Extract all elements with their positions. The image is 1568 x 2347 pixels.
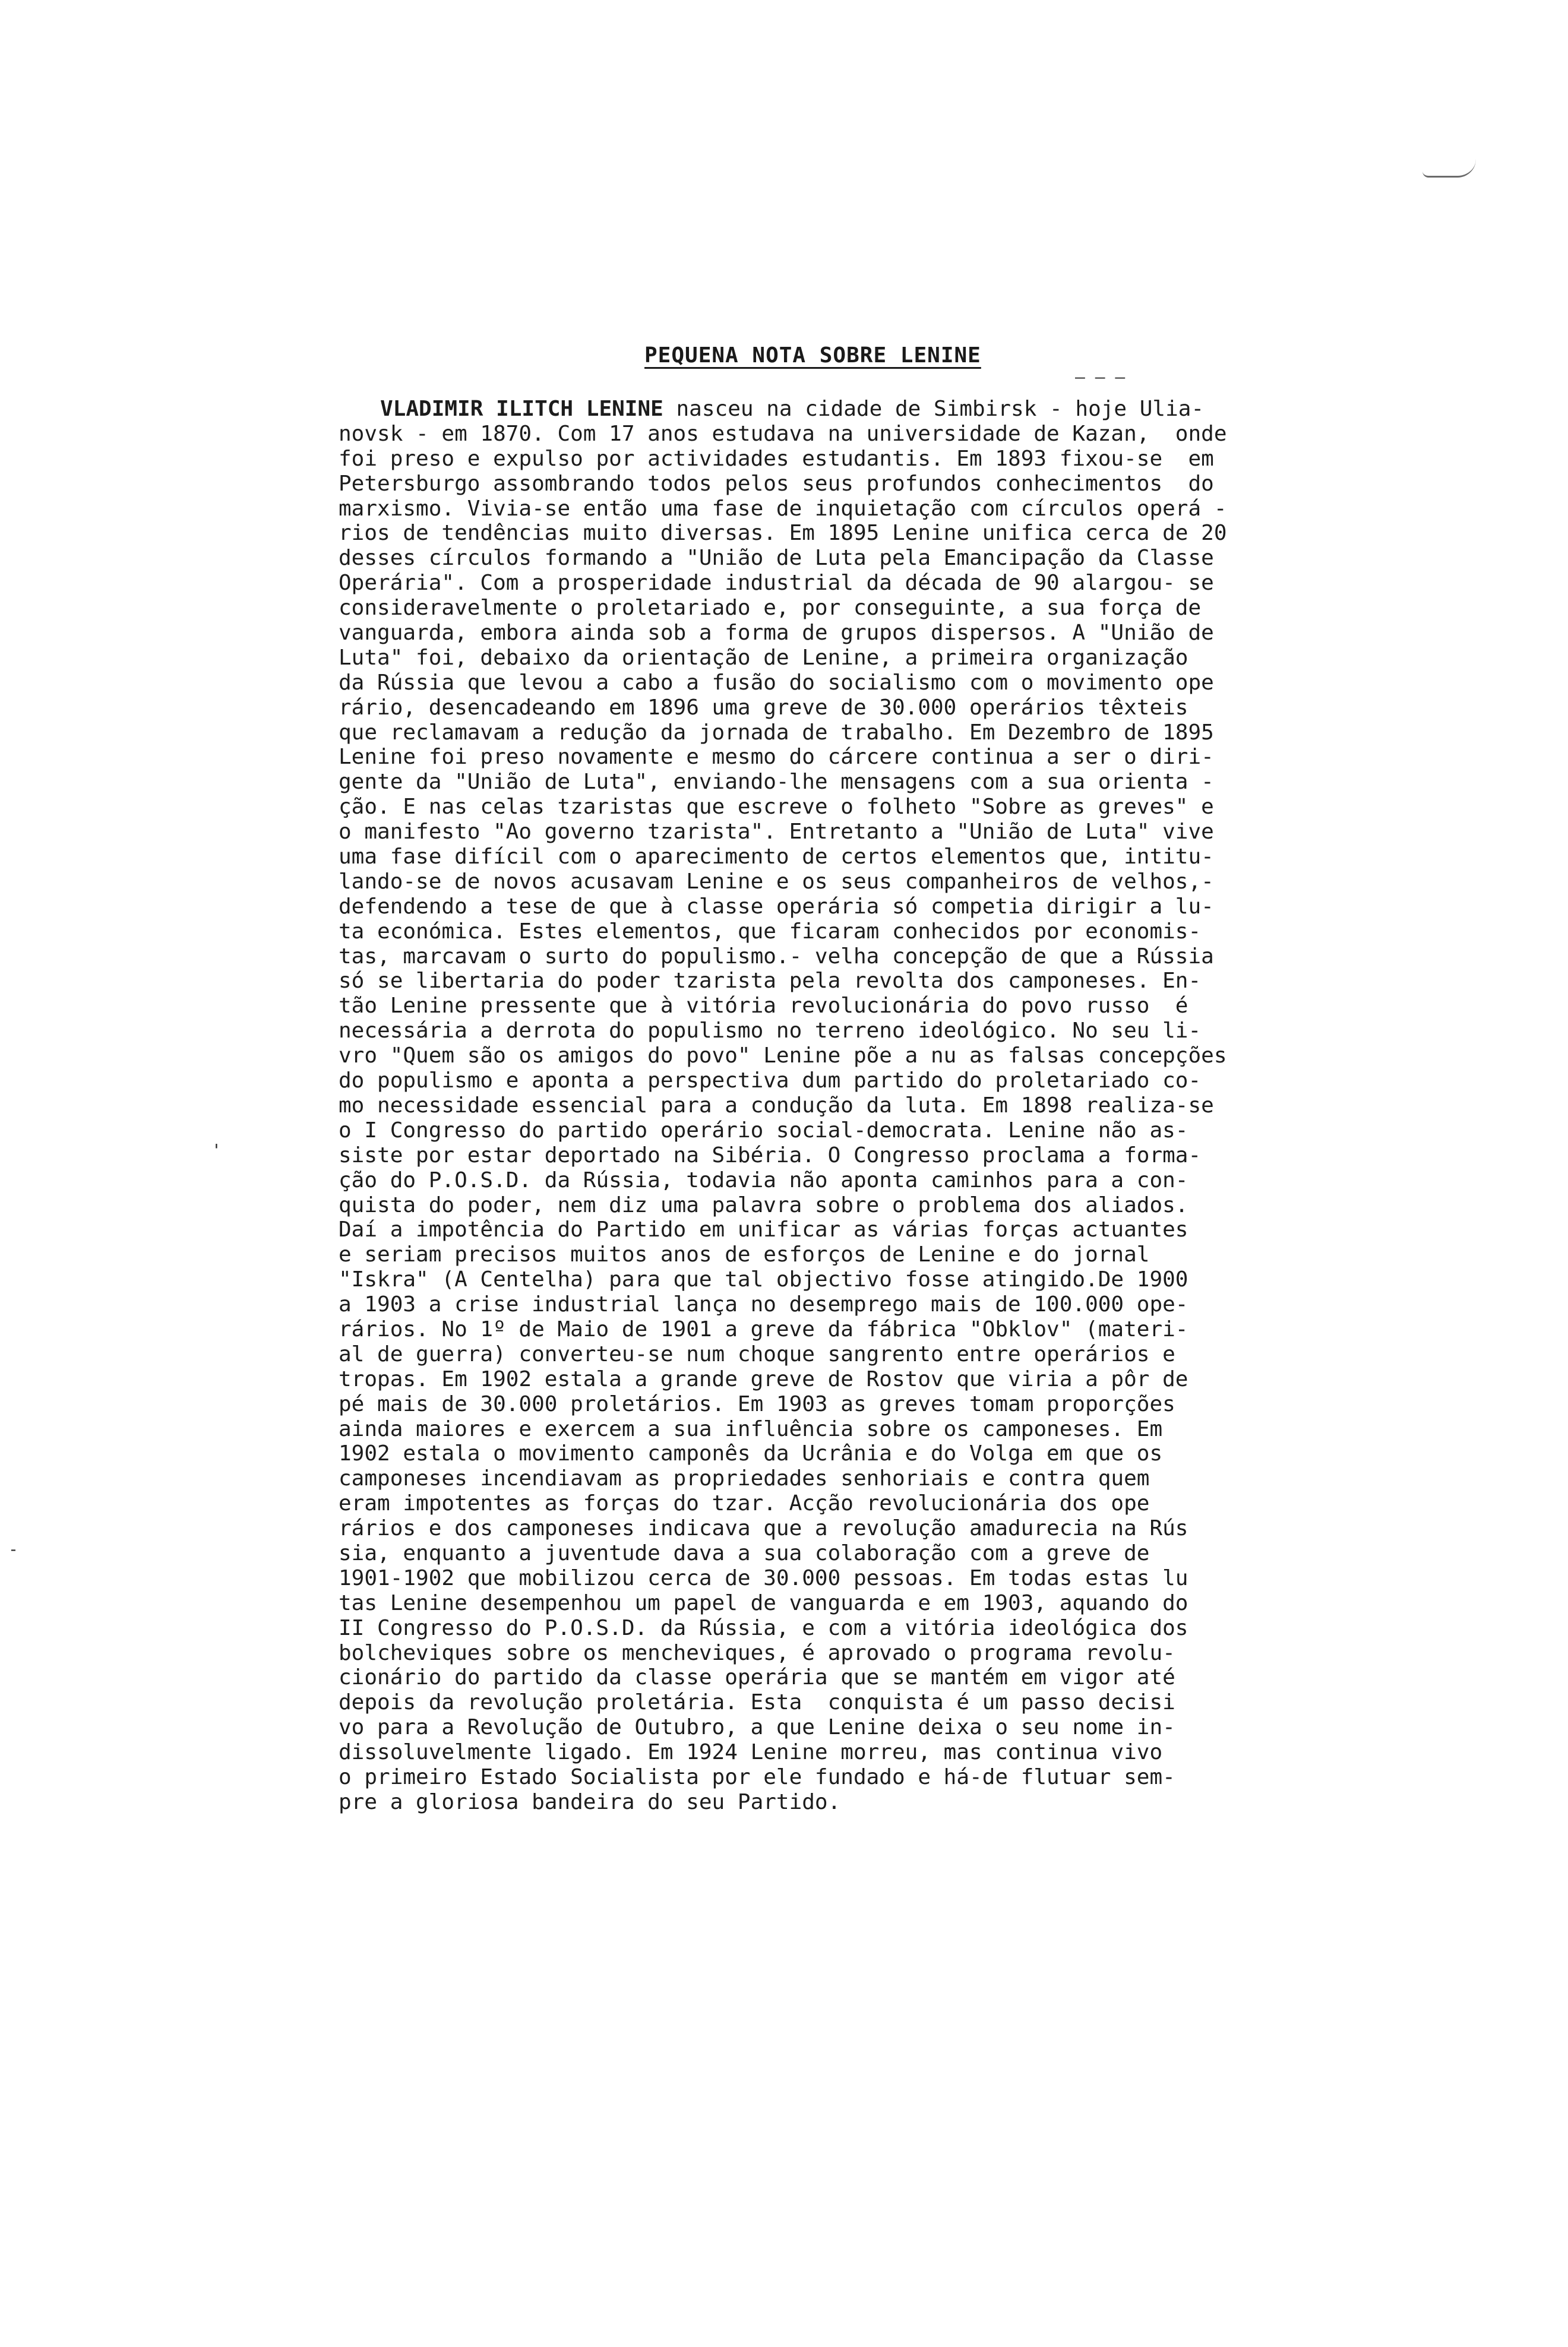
text-line: necessária a derrota do populismo no terreno ideológico. No seu li- <box>339 1018 1202 1043</box>
text-line: defendendo a tese de que à classe operária só competia dirigir a lu- <box>339 894 1214 919</box>
text-line: ta económica. Estes elementos, que ficaram conhecidos por economis- <box>339 919 1202 944</box>
text-line-first <box>339 397 1479 422</box>
text-line: uma fase difícil com o aparecimento de certos elementos que, intitu- <box>339 844 1214 869</box>
margin-dash: - <box>8 1539 18 1559</box>
text-line: siste por estar deportado na Sibéria. O Congresso proclama a forma- <box>339 1143 1202 1168</box>
text-line: Petersburgo assombrando todos pelos seus profundos conhecimentos do <box>339 471 1214 496</box>
text-line: Operária". Com a prosperidade industrial da década de 90 alargou- se <box>339 571 1214 596</box>
text-line: rário, desencadeando em 1896 uma greve de 30.000 operários têxteis <box>339 695 1188 720</box>
text-line: sia, enquanto a juventude dava a sua colaboração com a greve de <box>339 1541 1150 1565</box>
text-line: depois da revolução proletária. Esta conquista é um passo decisi <box>339 1690 1175 1715</box>
first-line-rest: nasceu na cidade de Simbirsk - hoje Ulia- <box>663 397 1205 421</box>
text-line: eram impotentes as forças do tzar. Acção revolucionária dos ope <box>339 1491 1150 1516</box>
text-line: rários e dos camponeses indicava que a revolução amadurecia na Rús <box>339 1516 1188 1541</box>
text-line: do populismo e aponta a perspectiva dum partido do proletariado co- <box>339 1068 1202 1093</box>
text-line: vro "Quem são os amigos do povo" Lenine põe a nu as falsas concepções <box>339 1043 1227 1068</box>
text-line: tas, marcavam o surto do populismo.- velha concepção de que a Rússia <box>339 944 1214 969</box>
document-title: PEQUENA NOTA SOBRE LENINE <box>644 343 981 368</box>
text-line: 1902 estala o movimento camponês da Ucrânia e do Volga em que os <box>339 1441 1163 1466</box>
text-line: desses círculos formando a "União de Luta pela Emancipação da Classe <box>339 546 1214 571</box>
text-line: "Iskra" (A Centelha) para que tal objectivo fosse atingido.De 1900 <box>339 1267 1188 1292</box>
text-line: da Rússia que levou a cabo a fusão do socialismo com o movimento ope <box>339 670 1214 695</box>
text-line: pé mais de 30.000 proletários. Em 1903 as greves tomam proporções <box>339 1391 1175 1416</box>
text-line: rios de tendências muito diversas. Em 1895 Lenine unifica cerca de 20 <box>339 521 1227 546</box>
text-line: Daí a impotência do Partido em unificar as várias forças actuantes <box>339 1217 1188 1242</box>
text-line: consideravelmente o proletariado e, por conseguinte, a sua força de <box>339 596 1202 621</box>
text-line: rários. No 1º de Maio de 1901 a greve da fábrica "Obklov" (materi- <box>339 1317 1188 1342</box>
text-line: que reclamavam a redução da jornada de trabalho. Em Dezembro de 1895 <box>339 720 1214 745</box>
text-line: bolcheviques sobre os mencheviques, é aprovado o programa revolu- <box>339 1640 1175 1665</box>
text-line: cionário do partido da classe operária que se mantém em vigor até <box>339 1665 1175 1690</box>
text-line: II Congresso do P.O.S.D. da Rússia, e com a vitória ideológica dos <box>339 1615 1188 1640</box>
body-text <box>339 397 1479 1815</box>
text-line: tão Lenine pressente que à vitória revolucionária do povo russo é <box>339 994 1188 1018</box>
text-line: novsk - em 1870. Com 17 anos estudava na universidade de Kazan, onde <box>339 421 1227 446</box>
text-line: mo necessidade essencial para a condução da luta. Em 1898 realiza-se <box>339 1093 1214 1118</box>
text-line: a 1903 a crise industrial lança no desemprego mais de 100.000 ope- <box>339 1292 1188 1317</box>
text-line: gente da "União de Luta", enviando-lhe mensagens com a sua orienta - <box>339 770 1214 795</box>
text-line: foi preso e expulso por actividades estudantis. Em 1893 fixou-se em <box>339 446 1214 471</box>
text-line: o I Congresso do partido operário social-democrata. Lenine não as- <box>339 1118 1188 1143</box>
pen-stroke-mark <box>1422 159 1476 178</box>
text-line: o primeiro Estado Socialista por ele fundado e há-de flutuar sem- <box>339 1764 1175 1789</box>
text-line: lando-se de novos acusavam Lenine e os seus companheiros de velhos,- <box>339 869 1214 894</box>
text-line: vanguarda, embora ainda sob a forma de grupos dispersos. A "União de <box>339 621 1214 646</box>
text-line: ção do P.O.S.D. da Rússia, todavia não aponta caminhos para a con- <box>339 1168 1188 1193</box>
text-line: ção. E nas celas tzaristas que escreve o folheto "Sobre as greves" e <box>339 795 1214 820</box>
text-line: ainda maiores e exercem a sua influência sobre os camponeses. Em <box>339 1416 1163 1441</box>
text-line: quista do poder, nem diz uma palavra sobre o problema dos aliados. <box>339 1193 1188 1217</box>
text-line: tas Lenine desempenhou um papel de vanguarda e em 1903, aquando do <box>339 1590 1188 1615</box>
text-line: Luta" foi, debaixo da orientação de Lenine, a primeira organização <box>339 645 1188 670</box>
text-line: o manifesto "Ao governo tzarista". Entretanto a "União de Luta" vive <box>339 820 1214 844</box>
text-line: camponeses incendiavam as propriedades senhoriais e contra quem <box>339 1466 1150 1491</box>
text-line: dissoluvelmente ligado. Em 1924 Lenine morreu, mas continua vivo <box>339 1740 1163 1765</box>
text-line: vo para a Revolução de Outubro, a que Lenine deixa o seu nome in- <box>339 1715 1175 1740</box>
text-line: e seriam precisos muitos anos de esforços de Lenine e do jornal <box>339 1242 1150 1267</box>
lead-name: VLADIMIR ILITCH LENINE <box>380 397 663 421</box>
text-line: só se libertaria do poder tzarista pela revolta dos camponeses. En- <box>339 969 1202 994</box>
text-line: pre a gloriosa bandeira do seu Partido. <box>339 1789 841 1814</box>
text-line: marxismo. Vivia-se então uma fase de inquietação com círculos operá - <box>339 496 1227 521</box>
text-line: al de guerra) converteu-se num choque sangrento entre operários e <box>339 1342 1175 1367</box>
text-lines <box>339 422 1479 1815</box>
text-line: tropas. Em 1902 estala a grande greve de Rostov que viria a pôr de <box>339 1367 1188 1391</box>
text-line: 1901-1902 que mobilizou cerca de 30.000 pessoas. Em todas estas lu <box>339 1565 1188 1590</box>
margin-dot: ' <box>211 1140 222 1160</box>
text-line: Lenine foi preso novamente e mesmo do cárcere continua a ser o diri- <box>339 745 1214 770</box>
title-trailing-dashes: – – – <box>1075 367 1126 387</box>
